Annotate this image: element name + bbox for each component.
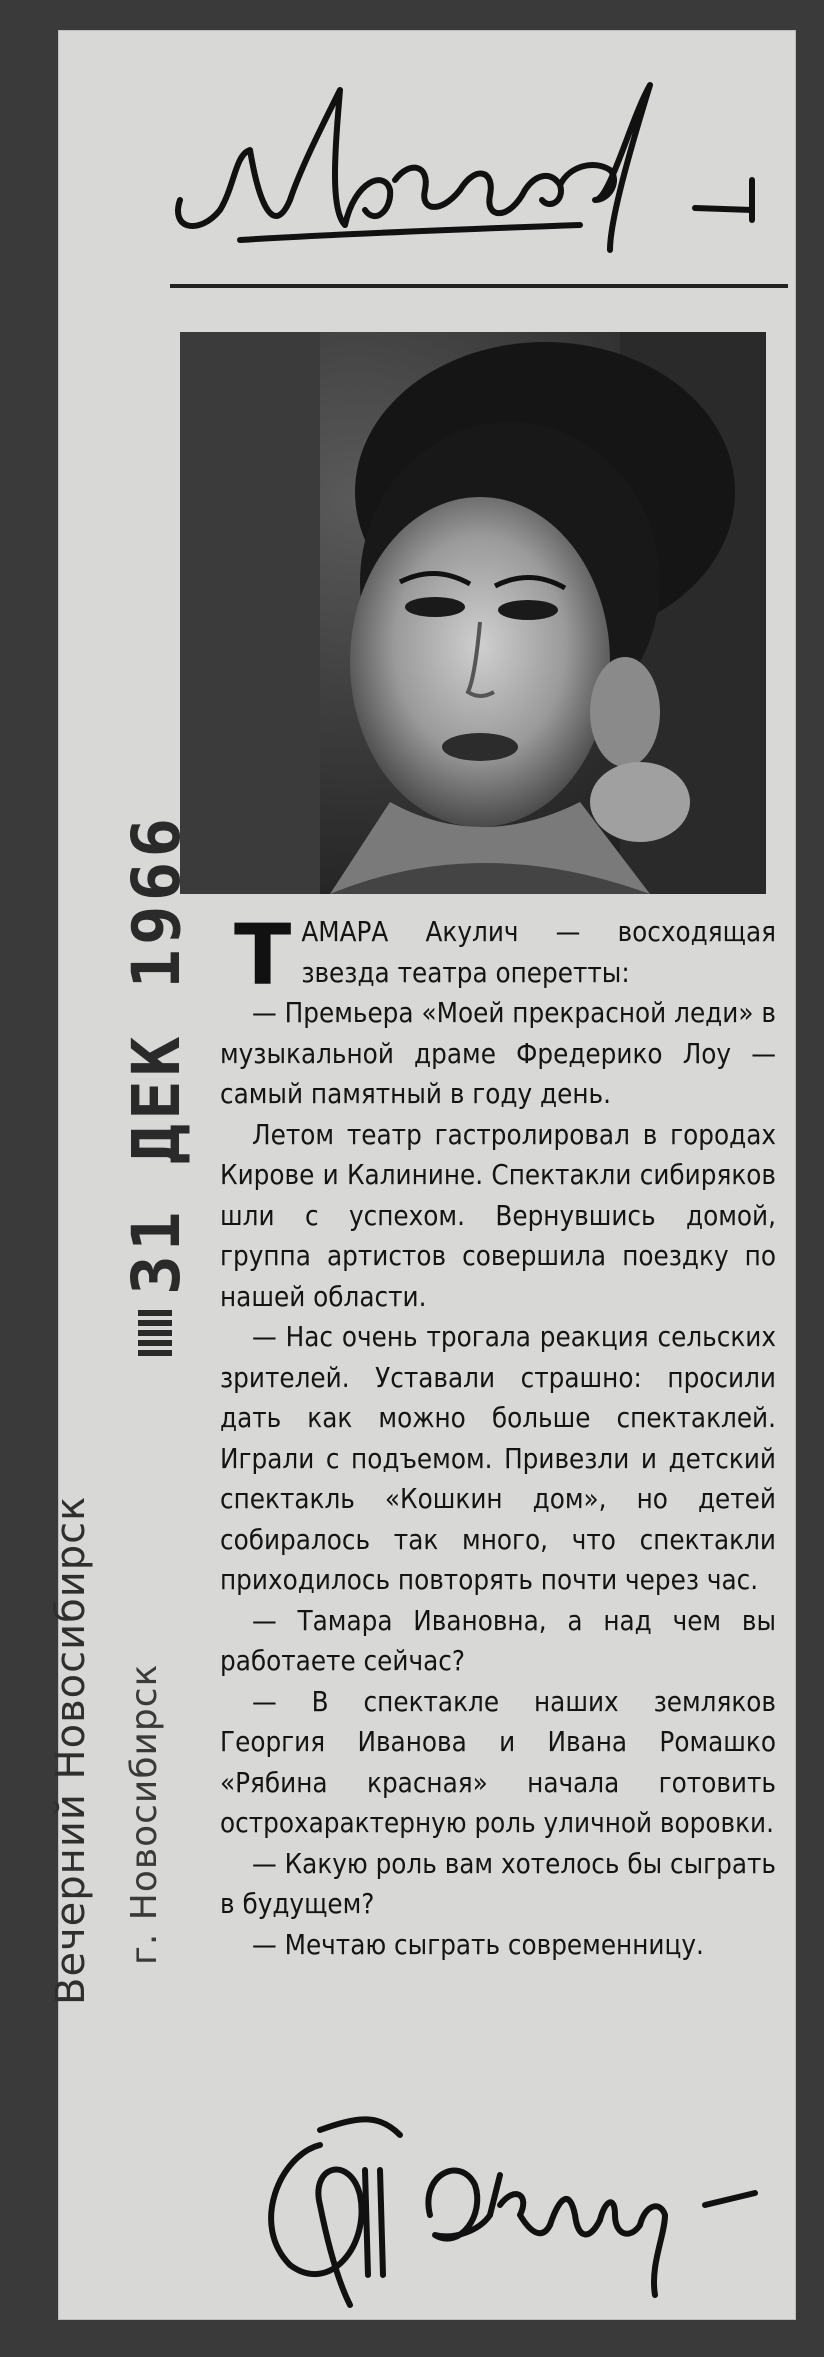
article-paragraph: ТАМАРА Акулич — восходящая звезда театра оперетты: [234, 906, 776, 1004]
newspaper-name-stamp: Вечерний Новосибирск [48, 1495, 94, 2005]
date-stamp: 31 ДЕК 1966 [118, 813, 195, 1295]
portrait-illustration [180, 332, 766, 894]
article-paragraph: Летом театр гастролировал в городах Кирове и Калинине. Спектакли сибиряков шли с успехом. Вернувшись домой, группа артистов совершила поездку по нашей области. [220, 1118, 776, 1313]
article-paragraph: — Нас очень трогала реакция сельских зрителей. Уставали страшно: просили дать как можно больше спектаклей. Играли с подъемом. Привезли и детский спектакль «Кошкин дом», но детей собиралось так много, что спектакли приходилось повторять почти через час. [220, 1321, 776, 1596]
handwritten-signature [250, 2075, 770, 2315]
header-divider [170, 284, 788, 288]
stamp-bars [138, 1310, 172, 1362]
handwritten-title [140, 60, 780, 280]
portrait-photo [180, 332, 766, 894]
article-paragraph: — Премьера «Моей прекрасной леди» в музыкальной драме Фредерико Лоу — самый памятный в году день. [220, 997, 776, 1110]
article-paragraph: — Тамара Ивановна, а над чем вы работаете сейчас? [220, 1604, 776, 1677]
article-paragraph: — Мечтаю сыграть современницу. [252, 1928, 704, 1961]
article-body [220, 906, 776, 1965]
article-paragraph: — Какую роль вам хотелось бы сыграть в будущем? [220, 1847, 776, 1920]
city-stamp: г. Новосибирск [124, 1663, 165, 1965]
dropcap: Т [234, 906, 292, 1004]
article-paragraph: — В спектакле наших земляков Георгия Иванова и Ивана Ромашко «Рябина красная» начала готовить острохарактерную роль уличной воровки. [220, 1685, 776, 1839]
